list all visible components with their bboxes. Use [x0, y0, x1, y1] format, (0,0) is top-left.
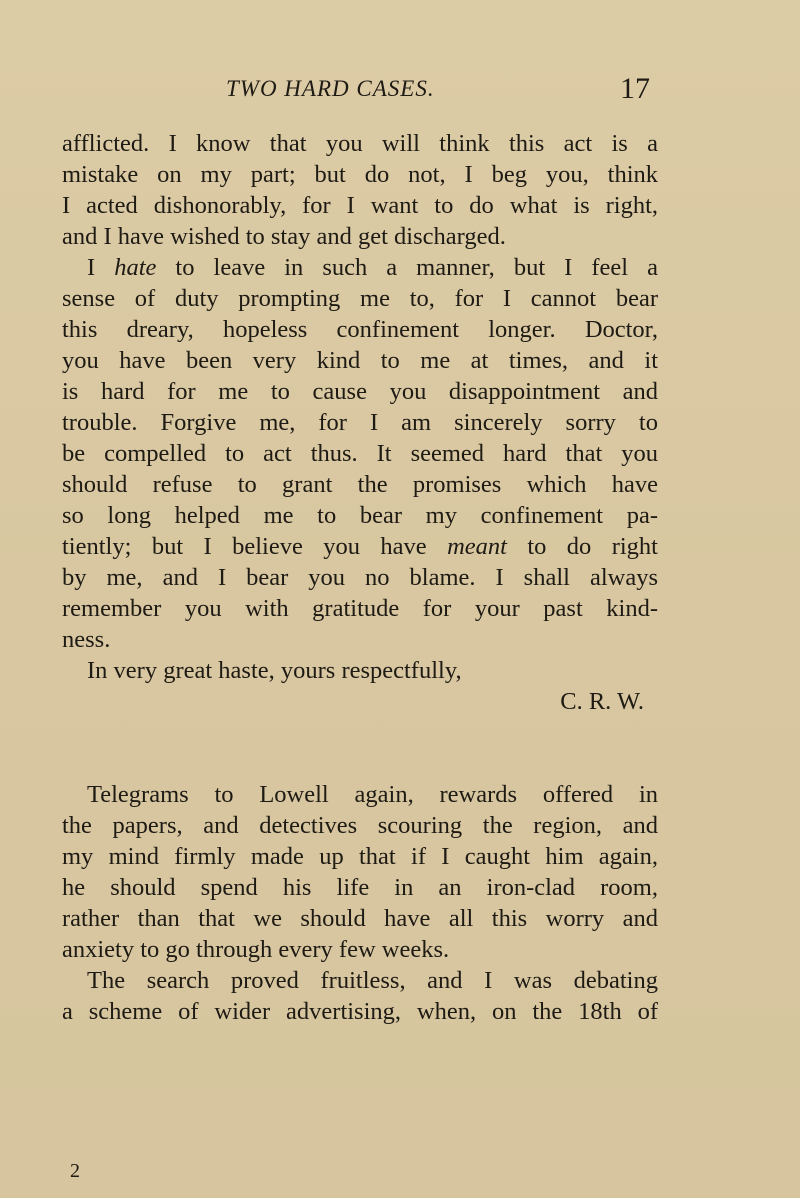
text-line: the papers, and detectives scouring the region, and	[62, 812, 658, 839]
text-line: sense of duty prompting me to, for I cannot bear	[62, 285, 658, 312]
text-line: rather than that we should have all this worry and	[62, 905, 658, 932]
text-line: is hard for me to cause you disappointment and	[62, 378, 658, 405]
page-number: 17	[620, 72, 650, 105]
text-line: ness.	[62, 626, 111, 653]
text-line	[62, 252, 658, 283]
paragraph-gap	[62, 717, 658, 779]
text-line: afflicted. I know that you will think this act is a	[62, 130, 658, 157]
text-line: trouble. Forgive me, for I am sincerely sorry to	[62, 409, 658, 436]
text-line: you have been very kind to me at times, and it	[62, 347, 658, 374]
text-line: be compelled to act thus. It seemed hard that you	[62, 440, 658, 467]
text-line: Telegrams to Lowell again, rewards offered in	[87, 781, 658, 808]
text-line: a scheme of wider advertising, when, on the 18th of	[62, 998, 658, 1025]
italic-word: hate	[114, 254, 157, 281]
text-line: mistake on my part; but do not, I beg you, think	[62, 161, 658, 188]
text-span: tiently; but I believe you have	[62, 533, 448, 560]
text-line	[62, 531, 658, 562]
text-line: by me, and I bear you no blame. I shall always	[62, 564, 658, 591]
text-line: he should spend his life in an iron-clad room,	[62, 874, 658, 901]
text-line: should refuse to grant the promises which have	[62, 471, 658, 498]
page-header	[0, 72, 800, 116]
text-line: and I have wished to stay and get discharged.	[62, 223, 506, 250]
body-text	[62, 128, 658, 1027]
signature-mark: 2	[70, 1160, 80, 1182]
text-span: to do right	[506, 533, 658, 560]
text-line: anxiety to go through every few weeks.	[62, 936, 450, 963]
text-line: remember you with gratitude for your past kind-	[62, 595, 658, 622]
text-span: to leave in such a manner, but I feel a	[156, 254, 658, 281]
italic-word: meant	[447, 533, 507, 560]
text-span: I	[87, 254, 115, 281]
text-line: my mind firmly made up that if I caught him again,	[62, 843, 658, 870]
text-line: this dreary, hopeless confinement longer. Doctor,	[62, 316, 658, 343]
letter-closing: In very great haste, yours respectfully,	[87, 657, 462, 684]
text-line: so long helped me to bear my confinement pa-	[62, 502, 658, 529]
running-head: TWO HARD CASES.	[226, 76, 435, 101]
text-line: I acted dishonorably, for I want to do what is right,	[62, 192, 658, 219]
text-line: The search proved fruitless, and I was debating	[87, 967, 658, 994]
letter-signature: C. R. W.	[560, 688, 644, 715]
